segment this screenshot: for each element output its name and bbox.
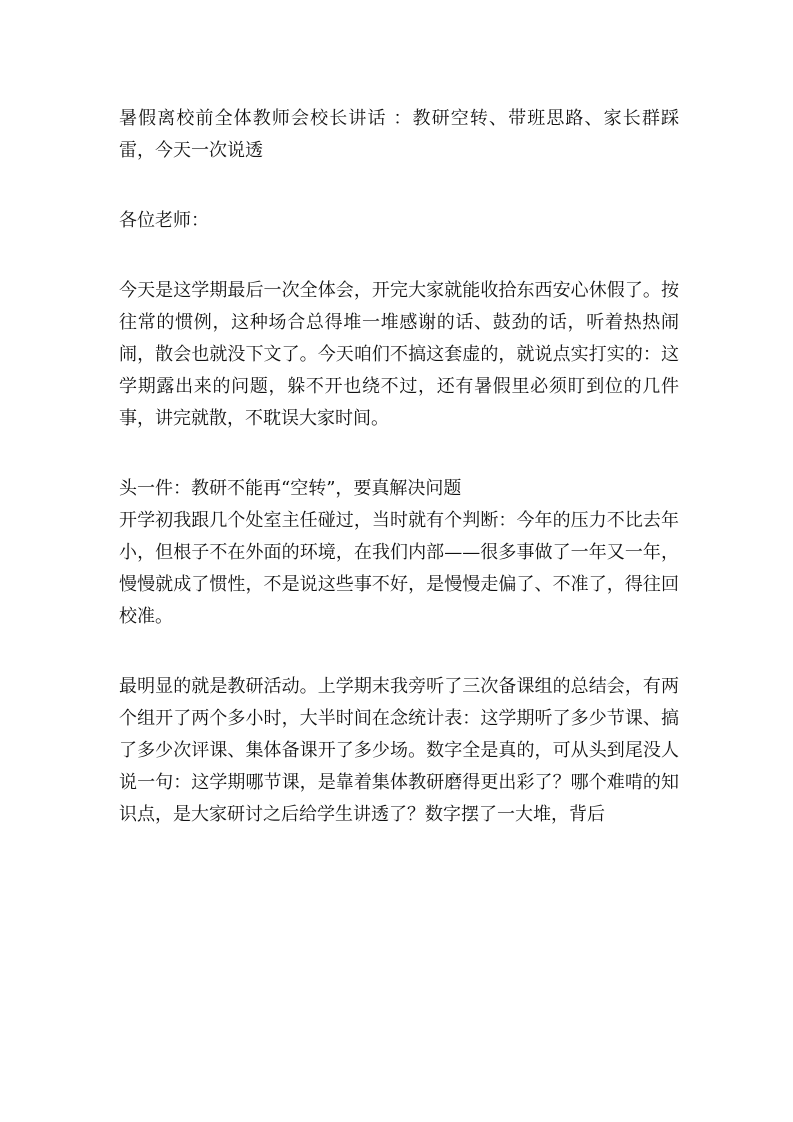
- section-paragraph-2: 最明显的就是教研活动。上学期末我旁听了三次备课组的总结会，有两个组开了两个多小时，大半时间在念统计表：这学期听了多少节课、搞了多少次评课、集体备课开了多少场。数字全是真的，可从头到尾没人说一句：这学期哪节课，是靠着集体教研磨得更出彩了？哪个难啃的知识点，是大家研讨之后给学生讲透了？数字摆了一大堆，背后: [119, 676, 679, 825]
- section-heading: 头一件：教研不能再“空转”，要真解决问题: [119, 478, 462, 499]
- intro-paragraph: 今天是这学期最后一次全体会，开完大家就能收拾东西安心休假了。按往常的惯例，这种场合总得堆一堆感谢的话、鼓劲的话，听着热热闹闹，散会也就没下文了。今天咱们不搞这套虚的，就说点实打实的：这学期露出来的问题，躲不开也绕不过，还有暑假里必须盯到位的几件事，讲完就散，不耽误大家时间。: [119, 280, 679, 429]
- document-body: [119, 103, 679, 831]
- section-paragraph-1: 开学初我跟几个处室主任碰过，当时就有个判断：今年的压力不比去年小，但根子不在外面的环境，在我们内部——很多事做了一年又一年，慢慢就成了惯性，不是说这些事不好，是慢慢走偏了、不准了，得往回校准。: [119, 510, 679, 627]
- salutation: 各位老师：: [119, 210, 209, 231]
- document-title: 暑假离校前全体教师会校长讲话 ：教研空转、带班思路、家长群踩雷，今天一次说透: [119, 108, 679, 161]
